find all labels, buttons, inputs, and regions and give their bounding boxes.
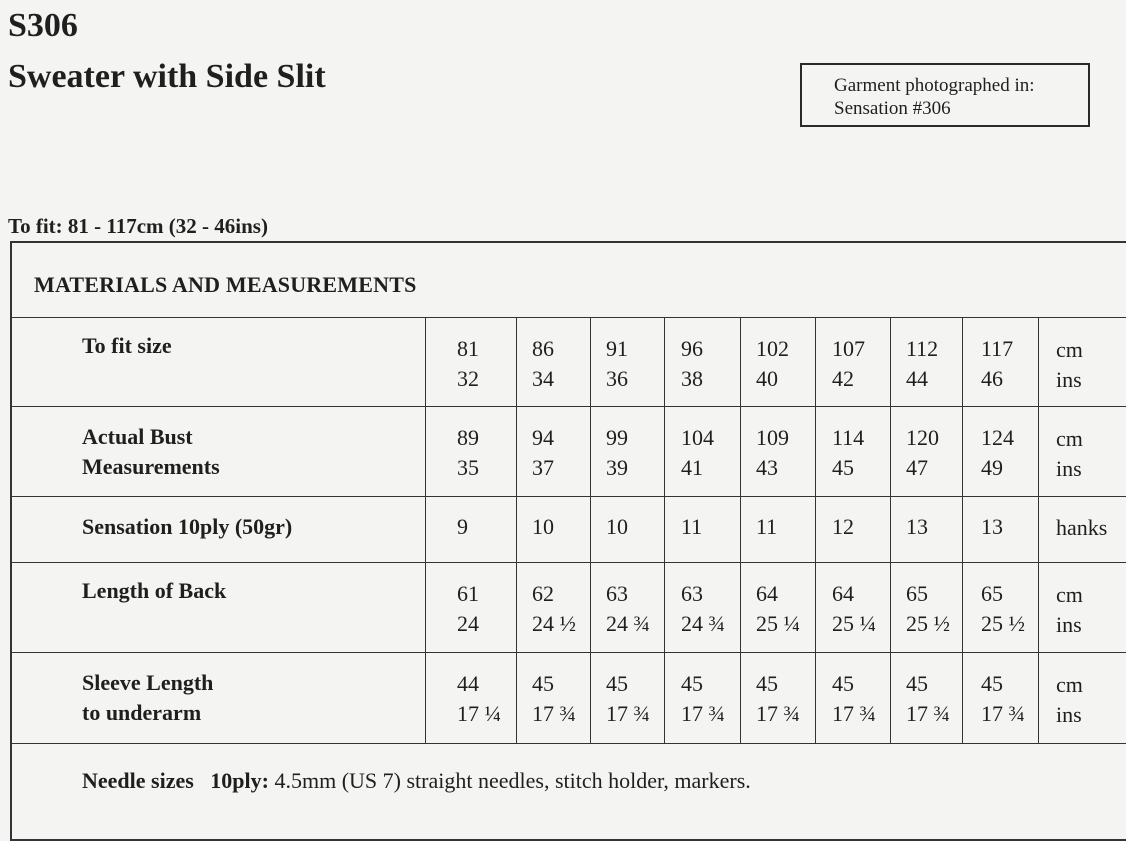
table-cell-cm: 63 [681,581,703,606]
unit-label: cm [1056,582,1083,607]
column-divider [516,317,517,743]
column-divider [664,317,665,743]
unit-label-ins: ins [1056,612,1082,637]
column-divider [815,317,816,743]
table-cell-ins: 25 ¼ [832,611,876,636]
to-fit-range: To fit: 81 - 117cm (32 - 46ins) [8,214,268,238]
table-cell-ins: 17 ¾ [906,701,950,726]
column-divider [740,317,741,743]
table-cell-cm: 65 [981,581,1003,606]
table-cell-ins: 24 [457,611,479,636]
table-cell-ins: 24 ¾ [606,611,650,636]
needle-sizes-label: Needle sizes [82,768,194,793]
column-divider [1038,317,1039,743]
table-bottom-divider [10,743,1126,744]
unit-label: cm [1056,426,1083,451]
table-cell-cm: 45 [606,671,628,696]
table-cell-cm: 45 [832,671,854,696]
table-cell-ins: 40 [756,366,778,391]
unit-label-ins: ins [1056,456,1082,481]
table-cell-cm: 45 [681,671,703,696]
row-divider [10,496,1126,497]
table-cell-cm: 10 [532,514,554,539]
table-cell-ins: 37 [532,455,554,480]
table-cell-cm: 45 [756,671,778,696]
row-label: Sensation 10ply (50gr) [82,514,293,539]
table-cell-cm: 45 [906,671,928,696]
table-cell-cm: 64 [832,581,854,606]
pattern-code: S306 [8,7,78,44]
row-label: To fit size [82,333,172,358]
photographed-in-box [800,63,1090,127]
table-cell-ins: 17 ¾ [832,701,876,726]
photographed-in-yarn: Sensation #306 [834,98,951,119]
table-cell-cm: 89 [457,425,479,450]
table-cell-cm: 86 [532,336,554,361]
table-cell-ins: 24 ¾ [681,611,725,636]
table-cell-cm: 13 [981,514,1003,539]
table-cell-cm: 11 [681,514,703,539]
column-divider [962,317,963,743]
unit-label: hanks [1056,515,1108,540]
table-cell-ins: 47 [906,455,928,480]
section-title: MATERIALS AND MEASUREMENTS [34,272,417,297]
photographed-in-label: Garment photographed in: [834,75,1035,96]
table-cell-cm: 124 [981,425,1014,450]
table-cell-ins: 34 [532,366,554,391]
column-divider [590,317,591,743]
table-cell-ins: 25 ½ [906,611,950,636]
table-cell-ins: 35 [457,455,479,480]
unit-label-ins: ins [1056,367,1082,392]
table-cell-cm: 10 [606,514,628,539]
table-cell-ins: 17 ¾ [606,701,650,726]
table-cell-cm: 104 [681,425,714,450]
table-cell-cm: 117 [981,336,1014,361]
table-cell-ins: 17 ¾ [532,701,576,726]
row-label: Actual Bust [82,424,193,449]
row-label: Sleeve Length [82,670,214,695]
table-cell-cm: 12 [832,514,854,539]
table-cell-cm: 91 [606,336,628,361]
table-cell-ins: 45 [832,455,854,480]
table-cell-ins: 17 ¾ [981,701,1025,726]
table-cell-cm: 45 [532,671,554,696]
table-cell-ins: 17 ¾ [681,701,725,726]
column-divider [425,317,426,743]
row-label: Length of Back [82,578,227,603]
needle-description: 4.5mm (US 7) straight needles, stitch holder, markers. [274,768,751,793]
needle-ply: 10ply: [210,768,269,793]
table-cell-cm: 64 [756,581,778,606]
table-cell-cm: 112 [906,336,939,361]
row-divider [10,317,1126,318]
table-cell-cm: 65 [906,581,928,606]
column-divider [890,317,891,743]
table-cell-ins: 36 [606,366,628,391]
table-cell-ins: 46 [981,366,1003,391]
table-cell-ins: 24 ½ [532,611,576,636]
table-cell-ins: 44 [906,366,928,391]
table-cell-cm: 81 [457,336,479,361]
table-cell-ins: 17 ¾ [756,701,800,726]
unit-label-ins: ins [1056,702,1082,727]
table-cell-ins: 38 [681,366,703,391]
table-cell-cm: 96 [681,336,703,361]
table-cell-cm: 102 [756,336,789,361]
row-label-line2: Measurements [82,454,220,479]
table-cell-cm: 109 [756,425,789,450]
table-cell-ins: 43 [756,455,778,480]
row-divider [10,652,1126,653]
row-divider [10,406,1126,407]
table-cell-ins: 41 [681,455,703,480]
table-cell-cm: 120 [906,425,939,450]
table-cell-cm: 114 [832,425,865,450]
table-cell-ins: 42 [832,366,854,391]
table-cell-ins: 25 ½ [981,611,1025,636]
table-cell-cm: 45 [981,671,1003,696]
pattern-title: Sweater with Side Slit [8,58,326,95]
row-divider [10,562,1126,563]
table-cell-cm: 9 [457,514,468,539]
table-cell-ins: 25 ¼ [756,611,800,636]
table-cell-ins: 17 ¼ [457,701,501,726]
table-cell-cm: 61 [457,581,479,606]
table-cell-cm: 63 [606,581,628,606]
table-cell-ins: 49 [981,455,1003,480]
table-cell-ins: 32 [457,366,479,391]
needle-sizes [82,766,751,796]
unit-label: cm [1056,337,1083,362]
row-label-line2: to underarm [82,700,202,725]
table-cell-cm: 44 [457,671,479,696]
table-cell-cm: 99 [606,425,628,450]
table-cell-ins: 39 [606,455,628,480]
table-cell-cm: 11 [756,514,778,539]
table-cell-cm: 107 [832,336,865,361]
table-cell-cm: 62 [532,581,554,606]
table-cell-cm: 13 [906,514,928,539]
unit-label: cm [1056,672,1083,697]
table-cell-cm: 94 [532,425,554,450]
